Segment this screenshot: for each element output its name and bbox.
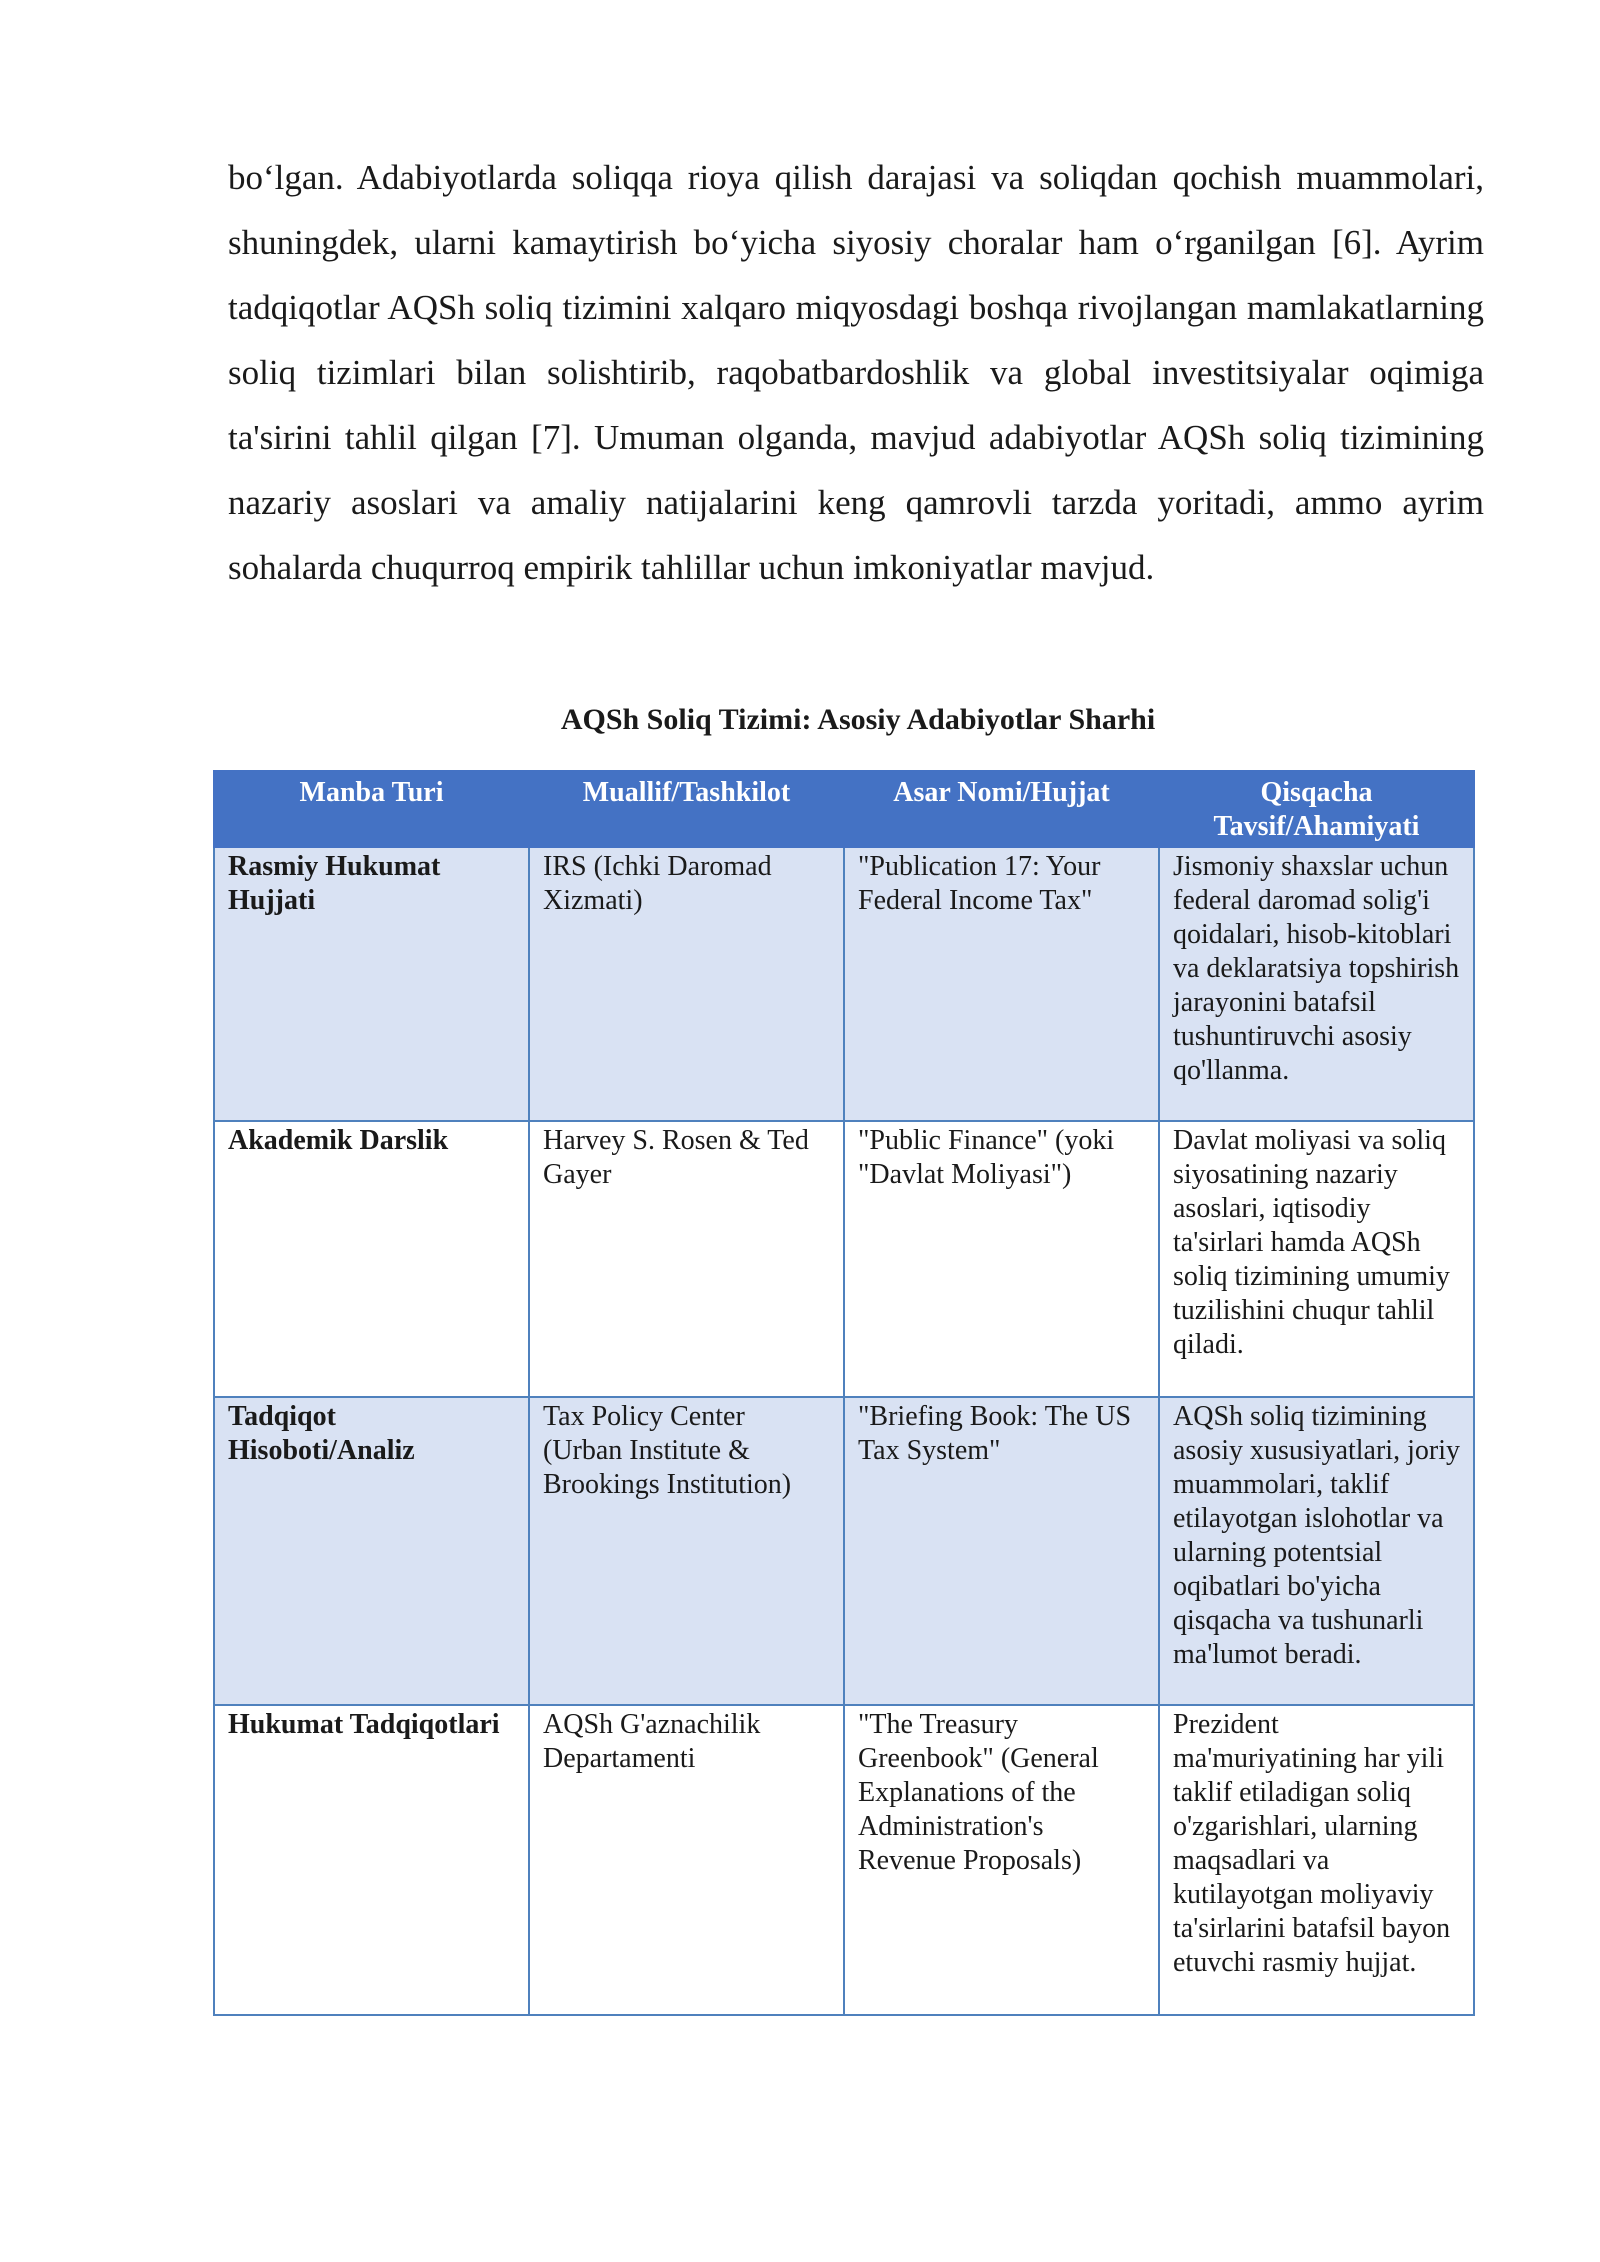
author-cell: AQSh G'aznachilik Departamenti <box>529 1705 844 2015</box>
column-header-description: Qisqacha Tavsif/Ahamiyati <box>1159 771 1474 847</box>
table-row <box>214 1705 1474 2015</box>
column-header-source-type: Manba Turi <box>214 771 529 847</box>
literature-table <box>213 770 1475 2016</box>
author-cell: Tax Policy Center (Urban Institute & Brookings Institution) <box>529 1397 844 1705</box>
description-cell: Prezident ma'muriyatining har yili taklif etiladigan soliq o'zgarishlari, ularning maqsadlari va kutilayotgan moliyaviy ta'sirlarini batafsil bayon etuvchi rasmiy hujjat. <box>1159 1705 1474 2015</box>
source-type-cell: Hukumat Tadqiqotlari <box>214 1705 529 2015</box>
work-title-cell: "Publication 17: Your Federal Income Tax" <box>844 847 1159 1121</box>
work-title-cell: "Public Finance" (yoki "Davlat Moliyasi") <box>844 1121 1159 1397</box>
description-cell: Davlat moliyasi va soliq siyosatining nazariy asoslari, iqtisodiy ta'sirlari hamda AQSh soliq tizimining umumiy tuzilishini chuqur tahlil qiladi. <box>1159 1121 1474 1397</box>
table-header-row <box>214 771 1474 847</box>
source-type-cell: Tadqiqot Hisoboti/Analiz <box>214 1397 529 1705</box>
table-row <box>214 1121 1474 1397</box>
author-cell: Harvey S. Rosen & Ted Gayer <box>529 1121 844 1397</box>
source-type-cell: Rasmiy Hukumat Hujjati <box>214 847 529 1121</box>
description-cell: Jismoniy shaxslar uchun federal daromad solig'i qoidalari, hisob-kitoblari va deklaratsiya topshirish jarayonini batafsil tushuntiruvchi asosiy qo'llanma. <box>1159 847 1474 1121</box>
work-title-cell: "The Treasury Greenbook" (General Explanations of the Administration's Revenue Proposals) <box>844 1705 1159 2015</box>
source-type-cell: Akademik Darslik <box>214 1121 529 1397</box>
body-paragraph: bo‘lgan. Adabiyotlarda soliqqa rioya qilish darajasi va soliqdan qochish muammolari, shuningdek, ularni kamaytirish bo‘yicha siyosiy choralar ham o‘rganilgan [6]. Ayrim tadqiqotlar AQSh soliq tizimini xalqaro miqyosdagi boshqa rivojlangan mamlakatlarning soliq tizimlari bilan solishtirib, raqobatbardoshlik va global investitsiyalar oqimiga ta'sirini tahlil qilgan [7]. Umuman olganda, mavjud adabiyotlar AQSh soliq tizimining nazariy asoslari va amaliy natijalarini keng qamrovli tarzda yoritadi, ammo ayrim sohalarda chuqurroq empirik tahlillar uchun imkoniyatlar mavjud. <box>228 158 1484 587</box>
work-title-cell: "Briefing Book: The US Tax System" <box>844 1397 1159 1705</box>
description-cell: AQSh soliq tizimining asosiy xususiyatlari, joriy muammolari, taklif etilayotgan islohotlar va ularning potentsial oqibatlari bo'yicha qisqacha va tushunarli ma'lumot beradi. <box>1159 1397 1474 1705</box>
table-row <box>214 847 1474 1121</box>
table-caption: AQSh Soliq Tizimi: Asosiy Adabiyotlar Sharhi <box>560 703 1156 736</box>
column-header-author: Muallif/Tashkilot <box>529 771 844 847</box>
column-header-work-title: Asar Nomi/Hujjat <box>844 771 1159 847</box>
table-row <box>214 1397 1474 1705</box>
author-cell: IRS (Ichki Daromad Xizmati) <box>529 847 844 1121</box>
